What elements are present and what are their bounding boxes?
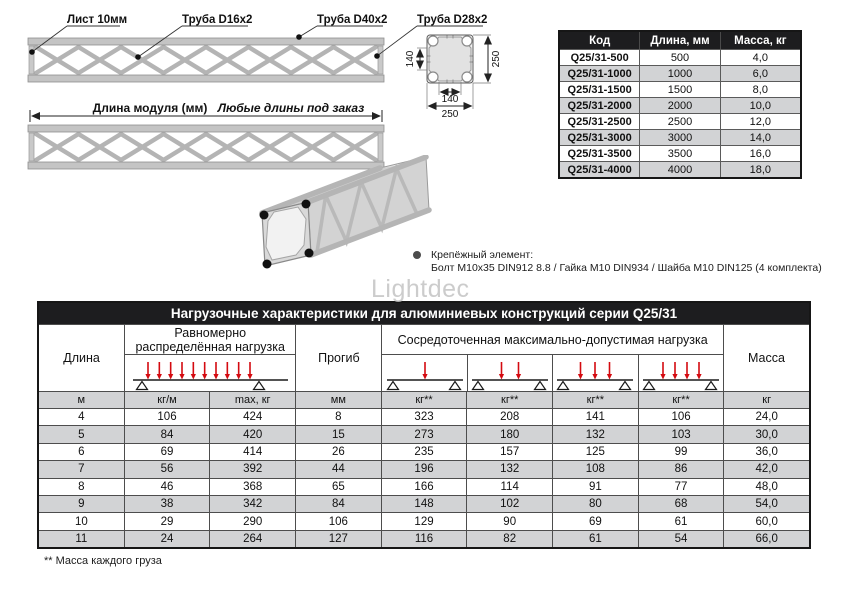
header-group-concentrated xyxy=(382,325,723,391)
load-value-cell: 4 xyxy=(39,409,125,425)
load-unit-cell: м xyxy=(39,392,125,408)
load-table-row xyxy=(39,512,809,529)
corner-cap xyxy=(263,260,272,269)
callout-dot xyxy=(135,54,141,60)
fastener-title: Крепёжный элемент: xyxy=(431,249,534,261)
label-tube40: Труба D40x2 xyxy=(317,14,388,26)
spec-header-code: Код xyxy=(560,32,640,49)
label-tube16: Труба D16x2 xyxy=(182,14,253,26)
load-units-row xyxy=(39,391,809,408)
load-value-cell: 24 xyxy=(125,531,211,547)
header-length: Длина xyxy=(39,325,125,391)
spec-table-body xyxy=(560,49,800,177)
concentrated-load-diagrams xyxy=(382,355,722,391)
header-mass: Масса xyxy=(747,351,785,365)
load-table-row xyxy=(39,478,809,495)
load-value-cell: 84 xyxy=(125,426,211,442)
load-value-cell: 86 xyxy=(639,461,725,477)
load-table-title: Нагрузочные характеристики для алюминиевых конструкций серии Q25/31 xyxy=(39,303,809,324)
spec-value-cell: 10,0 xyxy=(749,99,772,112)
load-table-row xyxy=(39,460,809,477)
load-table-header xyxy=(39,324,809,391)
load-value-cell: 68 xyxy=(639,496,725,512)
load-value-cell: 129 xyxy=(382,513,468,529)
label-sheet: Лист 10мм xyxy=(67,14,128,26)
load-table-body xyxy=(39,408,809,547)
load-value-cell: 323 xyxy=(382,409,468,425)
callout-dot xyxy=(296,34,302,40)
load-unit-cell: кг/м xyxy=(125,392,211,408)
load-value-cell: 392 xyxy=(210,461,296,477)
spec-table-row xyxy=(560,81,800,97)
load-value-cell: 180 xyxy=(467,426,553,442)
concentrated-load-label: Сосредоточенная максимально-допустимая нагрузка xyxy=(382,325,722,355)
spec-value-cell: 12,0 xyxy=(749,115,772,128)
spec-value-cell: 2000 xyxy=(640,98,720,113)
load-value-cell: 208 xyxy=(467,409,553,425)
load-value-cell: 420 xyxy=(210,426,296,442)
spec-value-cell: 8,0 xyxy=(752,83,768,96)
dim-inner-height: 140 xyxy=(405,50,416,68)
label-custom-length: Любые длины под заказ xyxy=(217,101,365,115)
spec-value-cell: 16,0 xyxy=(749,147,772,160)
watermark: Lightdec xyxy=(371,275,470,303)
spec-table-row xyxy=(560,49,800,65)
label-tube28: Труба D28x2 xyxy=(417,14,488,26)
callout-dot xyxy=(29,49,35,55)
spec-value-cell: 6,0 xyxy=(752,67,768,80)
load-value-cell: 54,0 xyxy=(755,498,778,511)
spec-table xyxy=(558,30,802,179)
spec-value-cell: 3500 xyxy=(640,146,720,161)
spec-value-cell: 18,0 xyxy=(749,163,772,176)
load-value-cell: 132 xyxy=(467,461,553,477)
spec-table-row xyxy=(560,161,800,177)
spec-code-cell: Q25/31-4000 xyxy=(560,162,640,177)
load-value-cell: 61 xyxy=(639,513,725,529)
load-value-cell: 38 xyxy=(125,496,211,512)
spec-value-cell: 1500 xyxy=(640,82,720,97)
load-value-cell: 44 xyxy=(296,461,382,477)
load-unit-cell: кг** xyxy=(382,392,468,408)
spec-table-row xyxy=(560,65,800,81)
load-unit-cell: кг** xyxy=(553,392,639,408)
load-value-cell: 69 xyxy=(125,444,211,460)
load-value-cell: 99 xyxy=(639,444,725,460)
load-value-cell: 54 xyxy=(639,531,725,547)
dim-inner-width: 140 xyxy=(441,94,459,105)
spec-table-row xyxy=(560,113,800,129)
spec-header-mass: Масса, кг xyxy=(734,34,787,47)
spec-value-cell: 4,0 xyxy=(752,51,768,64)
bullet-icon xyxy=(413,251,421,259)
load-value-cell: 77 xyxy=(639,479,725,495)
spec-value-cell: 14,0 xyxy=(749,131,772,144)
load-value-cell: 273 xyxy=(382,426,468,442)
dim-outer-height: 250 xyxy=(491,50,502,68)
load-table-row xyxy=(39,443,809,460)
load-value-cell: 56 xyxy=(125,461,211,477)
load-table-row xyxy=(39,425,809,442)
spec-code-cell: Q25/31-2500 xyxy=(560,114,640,129)
load-value-cell: 424 xyxy=(210,409,296,425)
load-value-cell: 91 xyxy=(553,479,639,495)
spec-value-cell: 500 xyxy=(640,50,720,65)
load-unit-cell: кг** xyxy=(467,392,553,408)
truss-side-view-top xyxy=(28,38,384,82)
dim-outer-width: 250 xyxy=(441,109,459,120)
point-load-diagram-1 xyxy=(382,355,467,391)
load-table-row xyxy=(39,408,809,425)
load-value-cell: 69 xyxy=(553,513,639,529)
load-value-cell: 61 xyxy=(553,531,639,547)
spec-code-cell: Q25/31-500 xyxy=(560,50,640,65)
spec-code-cell: Q25/31-2000 xyxy=(560,98,640,113)
truss-3d-render xyxy=(240,155,440,290)
load-value-cell: 90 xyxy=(467,513,553,529)
spec-value-cell: 3000 xyxy=(640,130,720,145)
spec-table-row xyxy=(560,145,800,161)
point-load-diagram-3 xyxy=(553,355,638,391)
load-value-cell: 368 xyxy=(210,479,296,495)
load-value-cell: 11 xyxy=(39,531,125,547)
fastener-note xyxy=(413,249,833,275)
load-value-cell: 106 xyxy=(639,409,725,425)
spec-value-cell: 2500 xyxy=(640,114,720,129)
load-value-cell: 26 xyxy=(296,444,382,460)
load-value-cell: 6 xyxy=(39,444,125,460)
load-value-cell: 15 xyxy=(296,426,382,442)
load-value-cell: 84 xyxy=(296,496,382,512)
load-value-cell: 106 xyxy=(296,513,382,529)
load-value-cell: 8 xyxy=(39,479,125,495)
spec-table-header xyxy=(560,32,800,49)
load-value-cell: 116 xyxy=(382,531,468,547)
load-unit-cell: max, кг xyxy=(210,392,296,408)
load-value-cell: 148 xyxy=(382,496,468,512)
load-value-cell: 157 xyxy=(467,444,553,460)
corner-cap xyxy=(302,200,311,209)
header-group-uniform xyxy=(125,325,296,391)
table-footnote: ** Масса каждого груза xyxy=(44,555,162,567)
label-module-length: Длина модуля (мм) xyxy=(92,101,208,115)
load-value-cell: 127 xyxy=(296,531,382,547)
load-value-cell: 235 xyxy=(382,444,468,460)
load-value-cell: 290 xyxy=(210,513,296,529)
load-unit-cell: кг** xyxy=(639,392,725,408)
uniform-load-diagram xyxy=(125,355,295,391)
load-value-cell: 196 xyxy=(382,461,468,477)
load-value-cell: 66,0 xyxy=(755,532,778,545)
point-load-diagram-4 xyxy=(639,355,723,391)
load-value-cell: 82 xyxy=(467,531,553,547)
load-value-cell: 7 xyxy=(39,461,125,477)
load-value-cell: 102 xyxy=(467,496,553,512)
load-value-cell: 42,0 xyxy=(755,463,778,476)
load-value-cell: 36,0 xyxy=(755,445,778,458)
load-value-cell: 264 xyxy=(210,531,296,547)
header-deflection: Прогиб xyxy=(296,325,382,391)
load-value-cell: 24,0 xyxy=(755,411,778,424)
load-value-cell: 30,0 xyxy=(755,428,778,441)
callout-dot xyxy=(374,53,380,59)
load-value-cell: 132 xyxy=(553,426,639,442)
spec-code-cell: Q25/31-1500 xyxy=(560,82,640,97)
load-value-cell: 8 xyxy=(296,409,382,425)
spec-code-cell: Q25/31-1000 xyxy=(560,66,640,81)
spec-header-length: Длина, мм xyxy=(640,32,720,49)
load-value-cell: 125 xyxy=(553,444,639,460)
load-value-cell: 108 xyxy=(553,461,639,477)
load-value-cell: 5 xyxy=(39,426,125,442)
load-value-cell: 414 xyxy=(210,444,296,460)
load-value-cell: 29 xyxy=(125,513,211,529)
load-value-cell: 48,0 xyxy=(755,480,778,493)
load-table-row xyxy=(39,495,809,512)
spec-value-cell: 1000 xyxy=(640,66,720,81)
load-value-cell: 166 xyxy=(382,479,468,495)
load-table xyxy=(37,301,811,549)
spec-value-cell: 4000 xyxy=(640,162,720,177)
corner-cap xyxy=(305,249,314,258)
load-value-cell: 103 xyxy=(639,426,725,442)
spec-table-row xyxy=(560,129,800,145)
spec-code-cell: Q25/31-3000 xyxy=(560,130,640,145)
uniform-load-label: Равномерно распределённая нагрузка xyxy=(125,325,295,355)
load-value-cell: 141 xyxy=(553,409,639,425)
load-value-cell: 106 xyxy=(125,409,211,425)
load-unit-cell: кг xyxy=(762,394,772,406)
load-value-cell: 114 xyxy=(467,479,553,495)
spec-table-row xyxy=(560,97,800,113)
load-value-cell: 46 xyxy=(125,479,211,495)
corner-cap xyxy=(260,211,269,220)
load-value-cell: 65 xyxy=(296,479,382,495)
load-value-cell: 342 xyxy=(210,496,296,512)
load-value-cell: 80 xyxy=(553,496,639,512)
load-table-row xyxy=(39,530,809,547)
load-value-cell: 9 xyxy=(39,496,125,512)
spec-code-cell: Q25/31-3500 xyxy=(560,146,640,161)
load-value-cell: 10 xyxy=(39,513,125,529)
load-unit-cell: мм xyxy=(296,392,382,408)
load-value-cell: 60,0 xyxy=(755,515,778,528)
fastener-spec: Болт M10x35 DIN912 8.8 / Гайка M10 DIN934 / Шайба M10 DIN125 (4 комплекта) xyxy=(431,262,822,275)
point-load-diagram-2 xyxy=(468,355,553,391)
